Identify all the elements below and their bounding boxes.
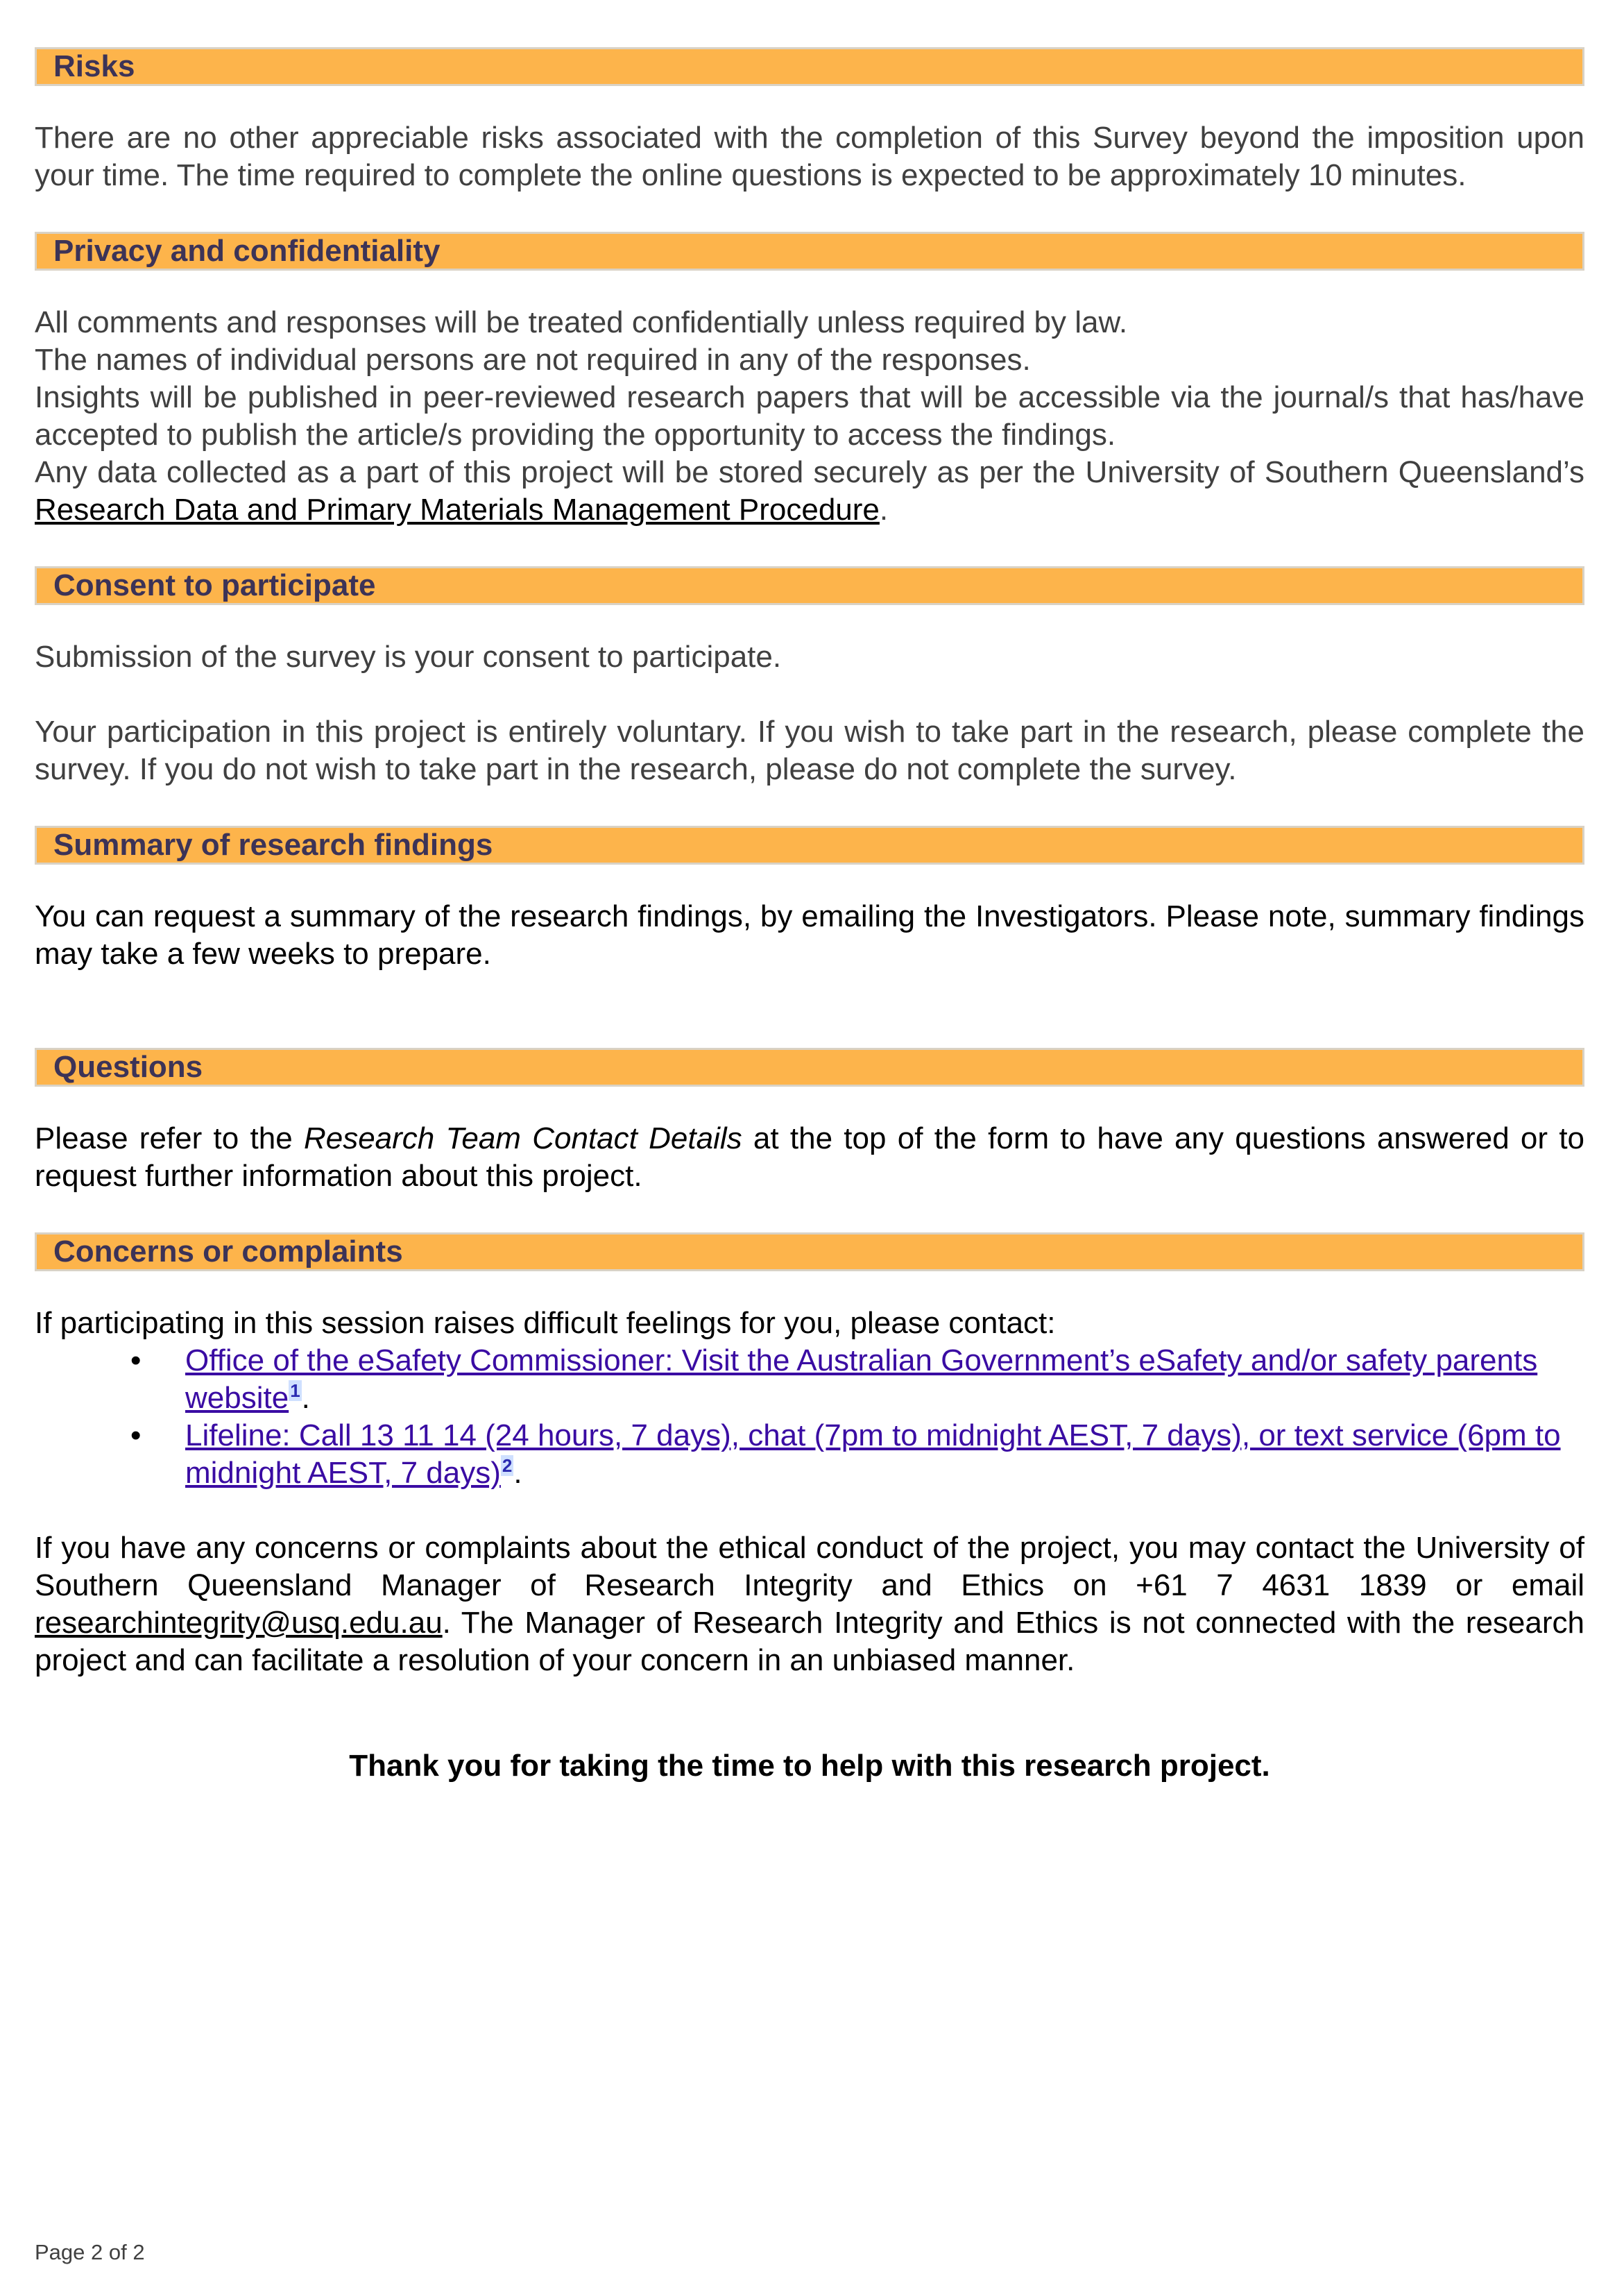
privacy-line-2: The names of individual persons are not required in any of the responses. [35,343,1031,377]
concerns-text-end: . The Manager of Research Integrity and Ethics is not connected with the research project and can facilitate a resolution of your concern in an unbiased manner. [35,1606,1584,1677]
contact-details-reference: Research Team Contact Details [303,1121,742,1155]
thank-you-note: Thank you for taking the time to help with this research project. [349,1749,1270,1783]
bullet-end: . [301,1381,310,1415]
questions-text-end: at the top of the form to have any questions answered or to request further information about this project. [35,1121,1585,1193]
privacy-line-4-end: . [879,493,889,527]
risks-paragraph: There are no other appreciable risks associated with the completion of this Survey beyond the imposition upon your time. The time required to complete the online questions is expected to be approximately 10 minutes. [35,121,1584,192]
summary-paragraph: You can request a summary of the research findings, by emailing the Investigators. Please note, summary findings may take a few weeks to prepare. [35,899,1584,971]
section-header-concerns [35,1232,1584,1271]
bullet-icon: • [130,1343,142,1377]
section-header-consent [35,566,1584,605]
bullet-icon: • [130,1418,142,1452]
concerns-paragraph [35,1529,1584,1679]
footnote-marker[interactable]: 2 [502,1455,513,1477]
list-item [35,1417,1584,1492]
footnote-marker[interactable]: 1 [290,1380,300,1402]
section-title: Privacy and confidentiality [53,234,441,268]
esafety-link[interactable]: Office of the eSafety Commissioner: Visit the Australian Government’s eSafety and/or safety parents website [185,1343,1538,1415]
bullet-end: . [513,1456,522,1490]
document-page [35,47,1584,1815]
questions-paragraph [35,1120,1584,1195]
section-title: Concerns or complaints [53,1234,403,1268]
section-header-privacy [35,232,1584,271]
section-title: Summary of research findings [53,828,493,862]
privacy-line-4-text: Any data collected as a part of this project will be stored securely as per the University of Southern Queensland’s [35,455,1584,489]
data-management-procedure-link[interactable]: Research Data and Primary Materials Management Procedure [35,493,880,527]
section-title: Consent to participate [53,568,376,602]
page-number: Page 2 of 2 [35,2240,145,2264]
section-header-risks [35,47,1584,86]
privacy-line-3: Insights will be published in peer-reviewed research papers that will be accessible via the journal/s that has/have accepted to publish the article/s providing the opportunity to access the findings. [35,380,1584,452]
section-title: Risks [53,49,135,83]
research-integrity-email-link[interactable]: researchintegrity@usq.edu.au [35,1606,443,1640]
privacy-line-4 [35,454,1584,529]
consent-line-1: Submission of the survey is your consent to participate. [35,640,782,674]
support-contacts-list [35,1342,1584,1492]
lifeline-link[interactable]: Lifeline: Call 13 11 14 (24 hours, 7 days), chat (7pm to midnight AEST, 7 days), or text service (6pm to midnight AEST, 7 days) [185,1418,1561,1490]
list-item [35,1342,1584,1417]
section-header-summary [35,826,1584,865]
consent-line-2: Your participation in this project is entirely voluntary. If you wish to take part in the research, please complete the survey. If you do not wish to take part in the research, please do not complete the survey. [35,715,1584,786]
privacy-line-1: All comments and responses will be treated confidentially unless required by law. [35,305,1128,339]
section-header-questions [35,1048,1584,1087]
concerns-intro: If participating in this session raises difficult feelings for you, please contact: [35,1306,1056,1340]
concerns-text: If you have any concerns or complaints about the ethical conduct of the project, you may contact the University of Southern Queensland Manager of Research Integrity and Ethics on +61 7 4631 1839 or email [35,1531,1584,1602]
section-title: Questions [53,1050,203,1084]
questions-text: Please refer to the [35,1121,304,1155]
